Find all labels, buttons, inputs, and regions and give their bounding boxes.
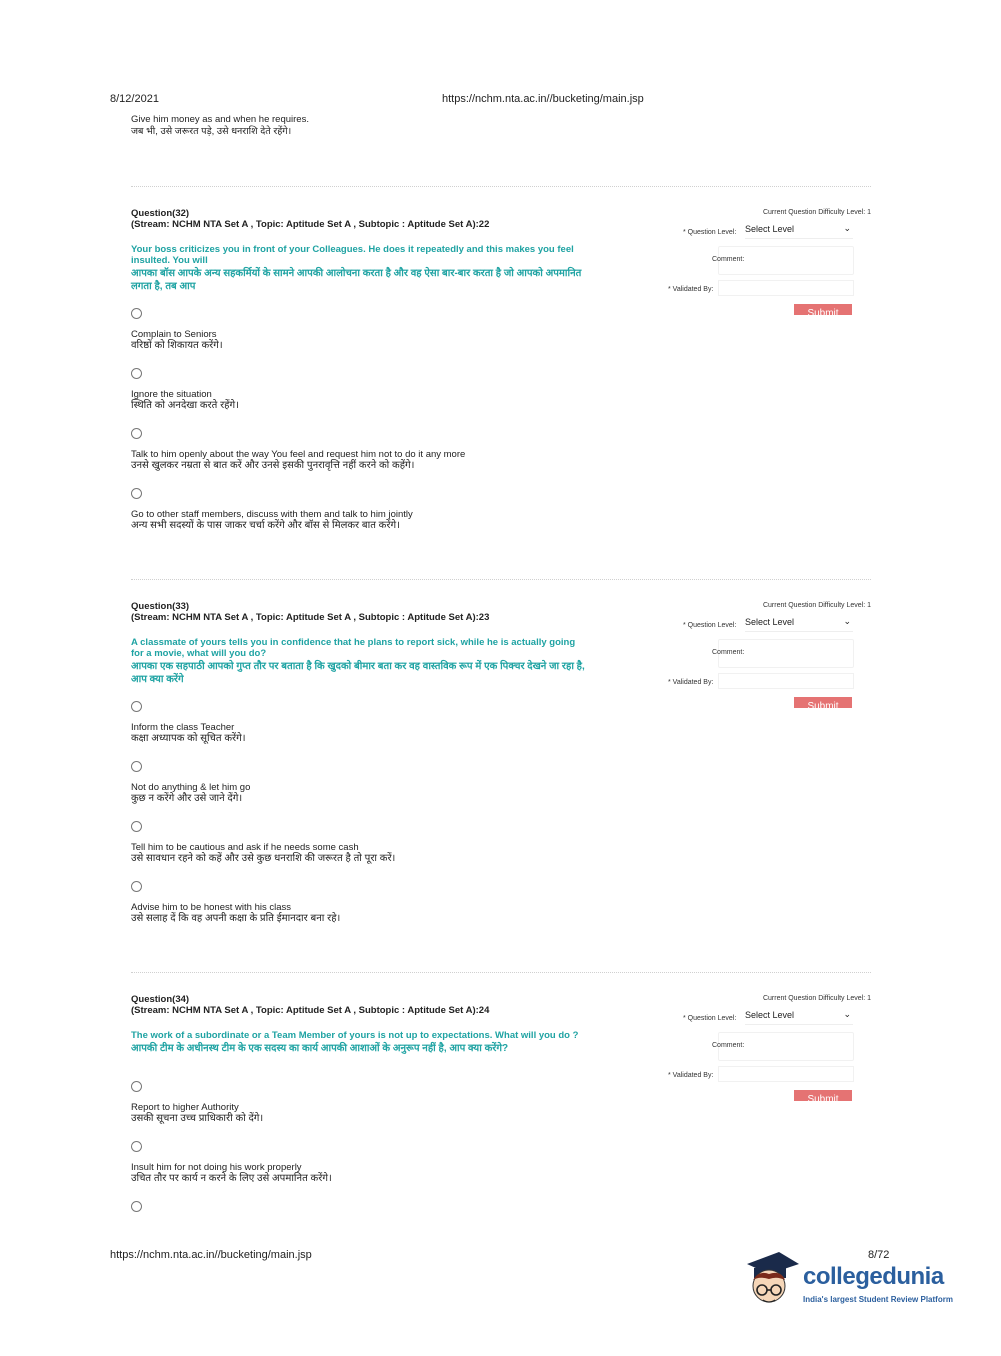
select-value: Select Level: [745, 617, 795, 627]
radio-circle-icon[interactable]: [131, 368, 142, 379]
question-text: [131, 244, 586, 293]
option-text-hi: उसकी सूचना उच्च प्राधिकारी को देंगे।: [131, 1113, 264, 1124]
option-text-en: Go to other staff members, discuss with them and talk to him jointly: [131, 509, 413, 520]
validated-by-label: * Validated By:: [668, 286, 714, 293]
chevron-down-icon: ⌄: [843, 223, 851, 233]
option-text-en: Tell him to be cautious and ask if he needs some cash: [131, 842, 359, 853]
radio-circle-icon[interactable]: [131, 1141, 142, 1152]
question-text: [131, 1030, 586, 1055]
question-text: [131, 637, 586, 686]
collegedunia-logo: [741, 1250, 966, 1312]
option-text-hi: अन्य सभी सदस्यों के पास जाकर चर्चा करेंगे और बॉस से मिलकर बात करेंगे।: [131, 520, 400, 531]
select-value: Select Level: [745, 224, 795, 234]
radio-circle-icon[interactable]: [131, 701, 142, 712]
radio-circle-icon[interactable]: [131, 821, 142, 832]
question-level-label: * Question Level:: [683, 229, 737, 236]
radio-circle-icon[interactable]: [131, 428, 142, 439]
comment-label: Comment:: [712, 256, 745, 263]
question-number: Question(34): [131, 994, 190, 1005]
question-stream: (Stream: NCHM NTA Set A , Topic: Aptitude Set A , Subtopic : Aptitude Set A):24: [131, 1005, 490, 1016]
comment-label: Comment:: [712, 649, 745, 656]
option-text-en: Advise him to be honest with his class: [131, 902, 291, 913]
question-level-select[interactable]: [745, 224, 853, 239]
question-stream: (Stream: NCHM NTA Set A , Topic: Aptitude Set A , Subtopic : Aptitude Set A):23: [131, 612, 490, 623]
question-header: [131, 601, 489, 623]
previous-option-en: Give him money as and when he requires.: [131, 114, 309, 125]
comment-label: Comment:: [712, 1042, 745, 1049]
option-label: [131, 722, 631, 745]
review-panel: [661, 994, 871, 1114]
option-radio[interactable]: [131, 308, 142, 319]
question-stream: (Stream: NCHM NTA Set A , Topic: Aptitude Set A , Subtopic : Aptitude Set A):22: [131, 219, 490, 230]
question-level-select[interactable]: [745, 1010, 853, 1025]
previous-option-hi: जब भी, उसे जरूरत पड़े, उसे धनराशि देते रहेंगे।: [131, 126, 292, 137]
radio-circle-icon[interactable]: [131, 1201, 142, 1212]
question-header: [131, 994, 489, 1016]
question-separator: [131, 972, 871, 973]
validated-by-label: * Validated By:: [668, 679, 714, 686]
question-number: Question(32): [131, 208, 190, 219]
option-label: [131, 1162, 631, 1185]
option-radio[interactable]: [131, 701, 142, 712]
question-text-hi: आपका एक सहपाठी आपको गुप्त तौर पर बताता है कि खुदको बीमार बता कर वह वास्तविक रूप में एक पिक्चर देखने जा रहा है, आप क्या करेंगे: [131, 661, 585, 685]
page-number: 8/72: [868, 1249, 890, 1261]
print-date: 8/12/2021: [110, 93, 159, 105]
chevron-down-icon: ⌄: [843, 1009, 851, 1019]
question-text-hi: आपका बॉस आपके अन्य सहकर्मियों के सामने आपकी आलोचना करता है और वह ऐसा बार-बार करता है जो आपको अपमानित लगता है, तब आप: [131, 268, 582, 292]
brand-tagline: India's largest Student Review Platform: [803, 1295, 953, 1304]
question-separator: [131, 579, 871, 580]
radio-circle-icon[interactable]: [131, 488, 142, 499]
question-text-hi: आपकी टीम के अधीनस्थ टीम के एक सदस्य का कार्य आपकी आशाओं के अनुरूप नहीं है, आप क्या करेंगे?: [131, 1043, 509, 1054]
option-text-hi: उनसे खुलकर नम्रता से बात करें और उनसे इसकी पुनरावृत्ति नहीं करने को कहेंगे।: [131, 460, 415, 471]
print-url: https://nchm.nta.ac.in//bucketing/main.jsp: [442, 93, 644, 105]
radio-circle-icon[interactable]: [131, 881, 142, 892]
option-label: [131, 842, 631, 865]
option-text-hi: कक्षा अध्यापक को सूचित करेंगे।: [131, 733, 246, 744]
footer-url: https://nchm.nta.ac.in//bucketing/main.jsp: [110, 1249, 312, 1261]
option-text-en: Not do anything & let him go: [131, 782, 251, 793]
option-radio[interactable]: [131, 881, 142, 892]
difficulty-level: Current Question Difficulty Level: 1: [762, 602, 871, 609]
option-text-hi: कुछ न करेंगे और उसे जाने देंगे।: [131, 793, 243, 804]
option-text-hi: उचित तौर पर कार्य न करने के लिए उसे अपमानित करेंगे।: [131, 1173, 332, 1184]
option-text-en: Ignore the situation: [131, 389, 212, 400]
chevron-down-icon: ⌄: [843, 616, 851, 626]
radio-circle-icon[interactable]: [131, 761, 142, 772]
validated-by-label: * Validated By:: [668, 1072, 714, 1079]
option-text-en: Talk to him openly about the way You feel and request him not to do it any more: [131, 449, 466, 460]
question-text-en: The work of a subordinate or a Team Member of yours is not up to expectations. What will you do ?: [131, 1030, 579, 1041]
option-radio[interactable]: [131, 488, 142, 499]
submit-button[interactable]: Submit: [794, 697, 852, 708]
option-label: [131, 902, 631, 925]
question-number: Question(33): [131, 601, 190, 612]
option-text-hi: उसे सावधान रहने को कहें और उसे कुछ धनराशि की जरूरत है तो पूरा करें।: [131, 853, 396, 864]
review-panel: [661, 601, 871, 721]
option-text-en: Insult him for not doing his work properly: [131, 1162, 302, 1173]
validated-by-field[interactable]: [718, 673, 854, 689]
option-radio[interactable]: [131, 428, 142, 439]
question-text-en: Your boss criticizes you in front of your Colleagues. He does it repeatedly and this makes you feel insulted. You will: [131, 244, 574, 266]
option-text-hi: वरिष्ठों को शिकायत करेंगे।: [131, 340, 223, 351]
option-text-hi: स्थिति को अनदेखा करते रहेंगे।: [131, 400, 239, 411]
submit-button[interactable]: Submit: [794, 1090, 852, 1101]
question-text-en: A classmate of yours tells you in confidence that he plans to report sick, while he is actually going for a movie, what will you do?: [131, 637, 576, 659]
select-value: Select Level: [745, 1010, 795, 1020]
submit-button[interactable]: Submit: [794, 304, 852, 315]
option-label: [131, 449, 631, 472]
radio-circle-icon[interactable]: [131, 1081, 142, 1092]
option-radio[interactable]: [131, 1201, 142, 1212]
difficulty-level: Current Question Difficulty Level: 1: [762, 995, 871, 1002]
option-radio[interactable]: [131, 368, 142, 379]
question-block-33: [131, 601, 871, 924]
mascot-icon: [741, 1250, 801, 1312]
difficulty-level: Current Question Difficulty Level: 1: [762, 209, 871, 216]
validated-by-field[interactable]: [718, 280, 854, 296]
option-text-hi: उसे सलाह दें कि वह अपनी कक्षा के प्रति ईमानदार बना रहे।: [131, 913, 341, 924]
question-separator: [131, 186, 871, 187]
option-radio[interactable]: [131, 761, 142, 772]
validated-by-field[interactable]: [718, 1066, 854, 1082]
option-radio[interactable]: [131, 821, 142, 832]
option-label: [131, 782, 631, 805]
option-label: [131, 1102, 631, 1125]
question-block-32: [131, 208, 871, 531]
previous-option-text: [131, 114, 309, 138]
option-text-en: Complain to Seniors: [131, 329, 217, 340]
option-radio[interactable]: [131, 1081, 142, 1092]
question-level-select[interactable]: [745, 617, 853, 632]
review-panel: [661, 208, 871, 328]
question-block-34: [131, 994, 871, 1234]
option-label: [131, 509, 631, 532]
brand-name: collegedunia: [803, 1263, 944, 1290]
question-level-label: * Question Level:: [683, 622, 737, 629]
option-text-en: Report to higher Authority: [131, 1102, 239, 1113]
option-label: [131, 329, 631, 352]
question-level-label: * Question Level:: [683, 1015, 737, 1022]
option-label: [131, 389, 631, 412]
radio-circle-icon[interactable]: [131, 308, 142, 319]
question-header: [131, 208, 489, 230]
option-radio[interactable]: [131, 1141, 142, 1152]
option-text-en: Inform the class Teacher: [131, 722, 235, 733]
